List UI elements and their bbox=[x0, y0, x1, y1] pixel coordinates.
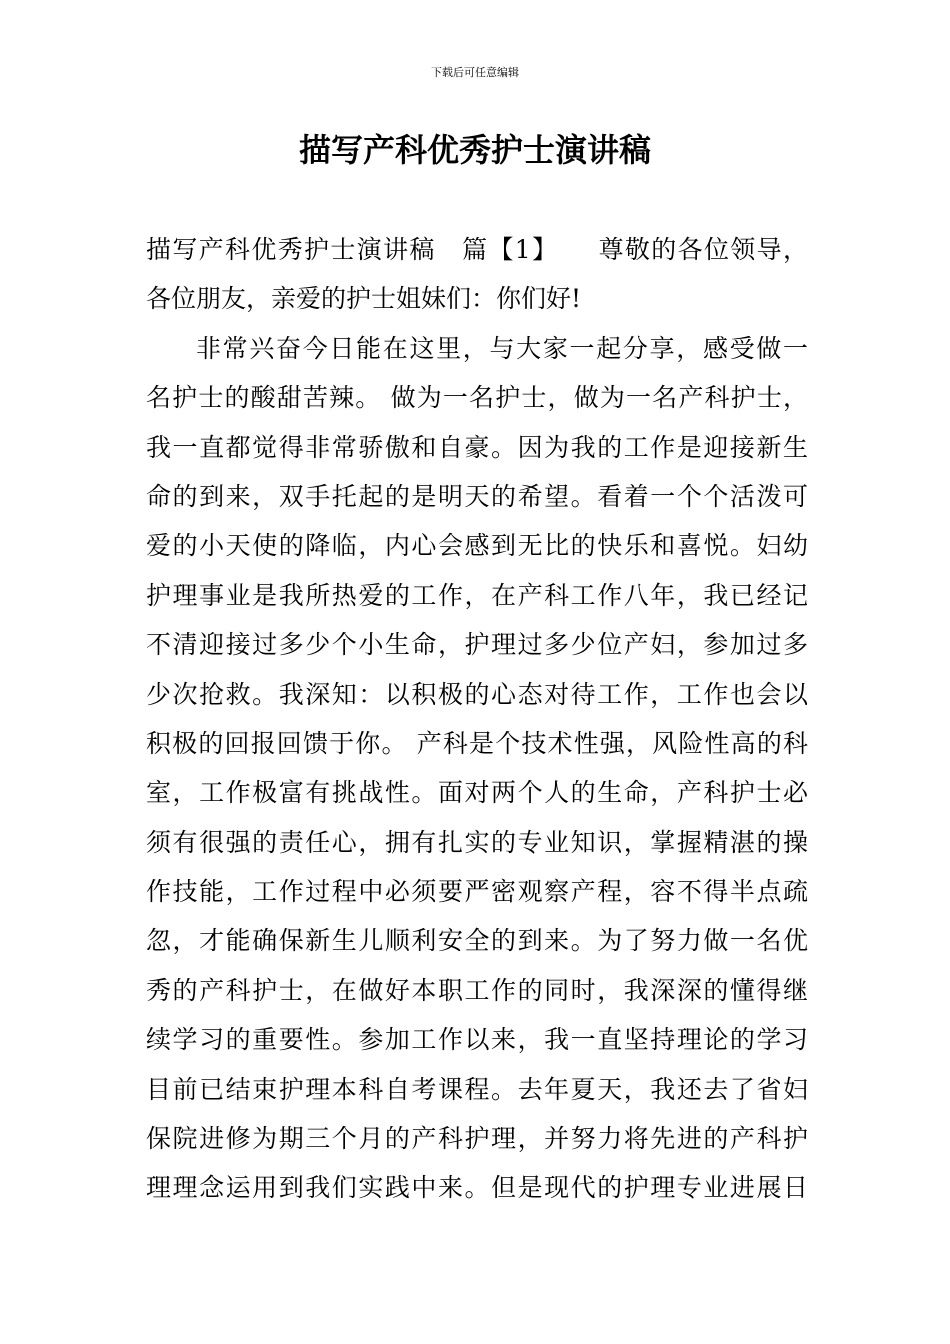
body-line: 描写产科优秀护士演讲稿 篇【1】 尊敬的各位领导， bbox=[146, 235, 808, 264]
body-line: 秀的产科护士，在做好本职工作的同时，我深深的懂得继 bbox=[146, 975, 808, 1005]
body-line: 不清迎接过多少个小生命，护理过多少位产妇，参加过多 bbox=[146, 630, 808, 660]
body-line: 名护士的酸甜苦辣。 做为一名护士，做为一名产科护士， bbox=[146, 383, 808, 413]
download-note: 下载后可任意编辑 bbox=[431, 66, 519, 79]
body-line: 室，工作极富有挑战性。面对两个人的生命，产科护士必 bbox=[146, 778, 808, 808]
body-line: 少次抢救。我深知：以积极的心态对待工作，工作也会以 bbox=[146, 679, 808, 709]
body-line: 须有很强的责任心，拥有扎实的专业知识，掌握精湛的操 bbox=[146, 827, 808, 857]
body-line: 积极的回报回馈于你。 产科是个技术性强，风险性高的科 bbox=[146, 728, 808, 758]
body-line: 非常兴奋今日能在这里，与大家一起分享，感受做一 bbox=[196, 333, 808, 363]
document-body bbox=[146, 225, 808, 1213]
body-line: 各位朋友，亲爱的护士姐妹们：你们好! bbox=[146, 284, 582, 314]
document-title: 描写产科优秀护士演讲稿 bbox=[298, 131, 651, 169]
body-line: 爱的小天使的降临，内心会感到无比的快乐和喜悦。妇幼 bbox=[146, 531, 808, 561]
body-line: 目前已结束护理本科自考课程。去年夏天，我还去了省妇 bbox=[146, 1074, 808, 1104]
body-line: 续学习的重要性。参加工作以来，我一直坚持理论的学习 bbox=[146, 1025, 808, 1055]
body-line: 保院进修为期三个月的产科护理，并努力将先进的产科护 bbox=[146, 1124, 808, 1154]
body-line: 我一直都觉得非常骄傲和自豪。因为我的工作是迎接新生 bbox=[146, 432, 808, 462]
body-line: 忽，才能确保新生儿顺利安全的到来。为了努力做一名优 bbox=[146, 926, 808, 956]
body-line: 作技能，工作过程中必须要严密观察产程，容不得半点疏 bbox=[146, 877, 808, 907]
body-line: 命的到来，双手托起的是明天的希望。看着一个个活泼可 bbox=[146, 481, 808, 511]
body-line: 理理念运用到我们实践中来。但是现代的护理专业进展日 bbox=[146, 1173, 808, 1203]
body-line: 护理事业是我所热爱的工作，在产科工作八年，我已经记 bbox=[146, 580, 808, 610]
